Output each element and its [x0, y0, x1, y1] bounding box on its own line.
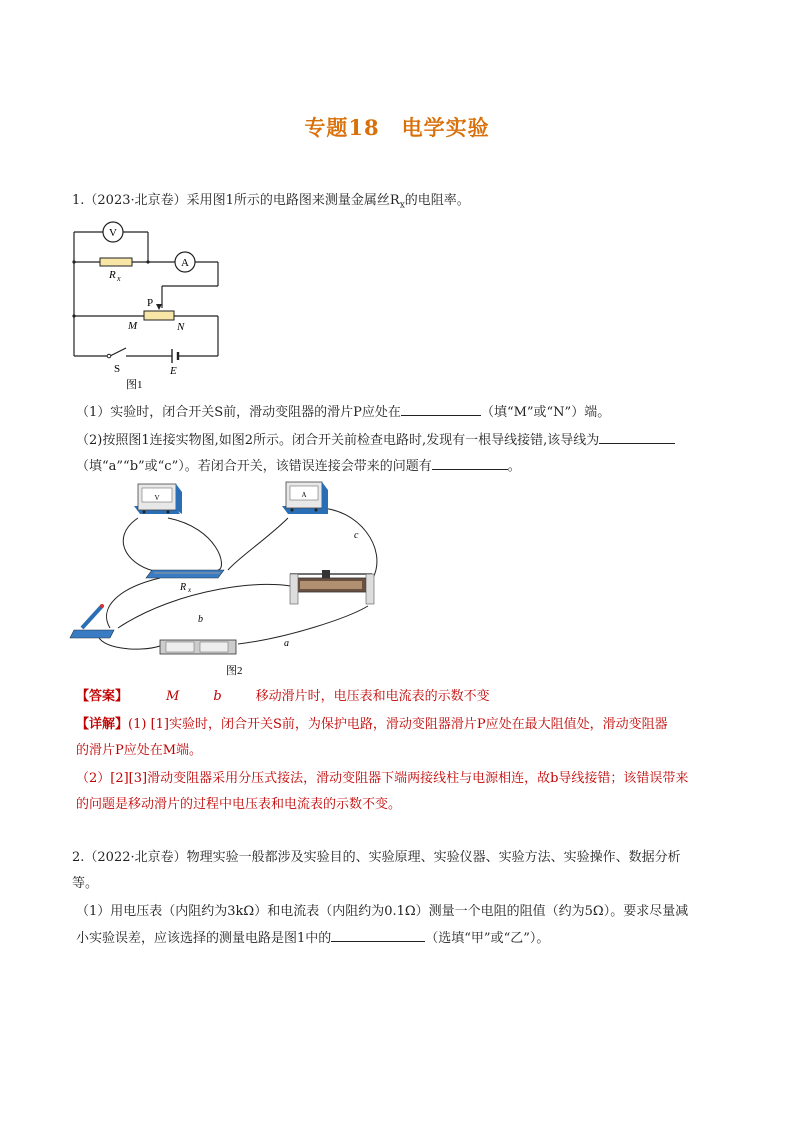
wire-b: [118, 584, 298, 628]
answer-tag: 【答案】: [76, 689, 129, 704]
wire: [123, 518, 160, 572]
answer-blank[interactable]: [432, 457, 508, 470]
junction-dot: [72, 314, 75, 317]
q2-stem-1: 2.（2022·北京卷）物理实验一般都涉及实验目的、实验原理、实验仪器、实验方法、实验操作、数据分析: [72, 850, 681, 865]
slider-p-label: P: [147, 297, 154, 309]
battery-e-label: E: [170, 365, 177, 377]
q2-stem-2: 等。: [72, 876, 99, 891]
answer-2: b: [213, 689, 222, 704]
q1-detail-3: （2）[2][3]滑动变阻器采用分压式接法，滑动变阻器下端两接线柱与电源相连，故b导线接错；该错误带来: [76, 771, 689, 786]
figure-1-circuit: [68, 218, 228, 392]
q1-answer: [76, 688, 490, 706]
ammeter-device: [282, 482, 328, 514]
wire: [168, 518, 221, 570]
wire-c: [318, 508, 377, 578]
resistor-rx: [100, 258, 132, 266]
wire: [228, 518, 288, 570]
q1-stem-sub: x: [399, 200, 405, 211]
voltmeter-device: [134, 484, 182, 514]
rheostat-device: [290, 570, 374, 604]
q1-part-1: [76, 403, 610, 422]
wire-b-label: b: [198, 614, 203, 625]
switch-pivot: [107, 354, 111, 358]
switch-s-label: S: [114, 363, 121, 375]
page-title: 专题18 电学实验: [304, 115, 490, 140]
battery-holder: [160, 640, 236, 654]
n-label: N: [177, 321, 185, 333]
q1-part1-tail: （填“M”或“N”）端。: [480, 405, 611, 420]
q1-part2-text: （2)按照图1连接实物图,如图2所示。闭合开关前检查电路时,发现有一根导线接错,该导线为: [76, 433, 600, 448]
q1-detail-1: [76, 716, 668, 734]
q1-part2-text2: （填“a”“b”或“c”）。若闭合开关，该错误连接会带来的问题有: [76, 459, 432, 474]
slider-arrow: [156, 304, 162, 310]
ammeter-label: A: [181, 257, 189, 269]
detail-tag: 【详解】: [76, 717, 129, 732]
q1-part1-text: （1）实验时，闭合开关S前，滑动变阻器的滑片P应处在: [76, 405, 401, 420]
m-label: M: [128, 320, 138, 332]
q1-stem-text: 1.（2023·北京卷）采用图1所示的电路图来测量金属丝R: [72, 193, 400, 208]
answer-blank[interactable]: [599, 431, 675, 444]
wire-a: [238, 606, 368, 644]
voltmeter-label: V: [109, 227, 117, 239]
q1-part2-tail: 。: [507, 459, 521, 474]
fig2-rx-sub: x: [188, 586, 192, 594]
q2-part1-text: 小实验误差，应该选择的测量电路是图1中的: [76, 931, 332, 946]
q1-detail-4: 的问题是移动滑片的过程中电压表和电流表的示数不变。: [76, 797, 402, 812]
wire: [107, 578, 160, 628]
q2-part-1-cont: [76, 929, 549, 948]
wire-c-label: c: [354, 530, 359, 541]
figure-2-caption: 图2: [226, 665, 243, 677]
q1-detail-2: 的滑片P应处在M端。: [76, 743, 203, 758]
figure-2-physical-circuit: [68, 478, 398, 680]
q1-part-2-cont: [76, 457, 521, 476]
answer-1: M: [166, 689, 180, 704]
junction-dot: [72, 260, 75, 263]
answer-3: 移动滑片时，电压表和电流表的示数不变: [255, 689, 490, 704]
rx-label: R: [109, 269, 116, 281]
rx-sub-label: x: [117, 274, 121, 283]
rx-board: [146, 570, 224, 578]
voltmeter-device-label: V: [154, 494, 160, 502]
ammeter-device-label: A: [301, 491, 307, 499]
answer-blank[interactable]: [401, 403, 481, 416]
q2-part-1: （1）用电压表（内阻约为3kΩ）和电流表（内阻约为0.1Ω）测量一个电阻的阻值（约为5Ω）。要求尽量减: [76, 904, 689, 919]
fig2-rx-label: R: [180, 582, 187, 593]
figure-1-caption: 图1: [126, 379, 143, 391]
answer-blank[interactable]: [331, 929, 425, 942]
q2-part1-tail: （选填“甲”或“乙”）。: [425, 931, 550, 946]
detail-line-1: (1) [1]实验时，闭合开关S前，为保护电路，滑动变阻器滑片P应处在最大阻值处，滑动变阻器: [128, 717, 668, 732]
junction-dot: [146, 260, 149, 263]
q1-part-2: [76, 431, 675, 450]
q1-stem: [72, 192, 470, 215]
wire-a-label: a: [284, 638, 289, 649]
q1-stem-end: 的电阻率。: [404, 193, 470, 208]
rheostat: [144, 311, 174, 320]
